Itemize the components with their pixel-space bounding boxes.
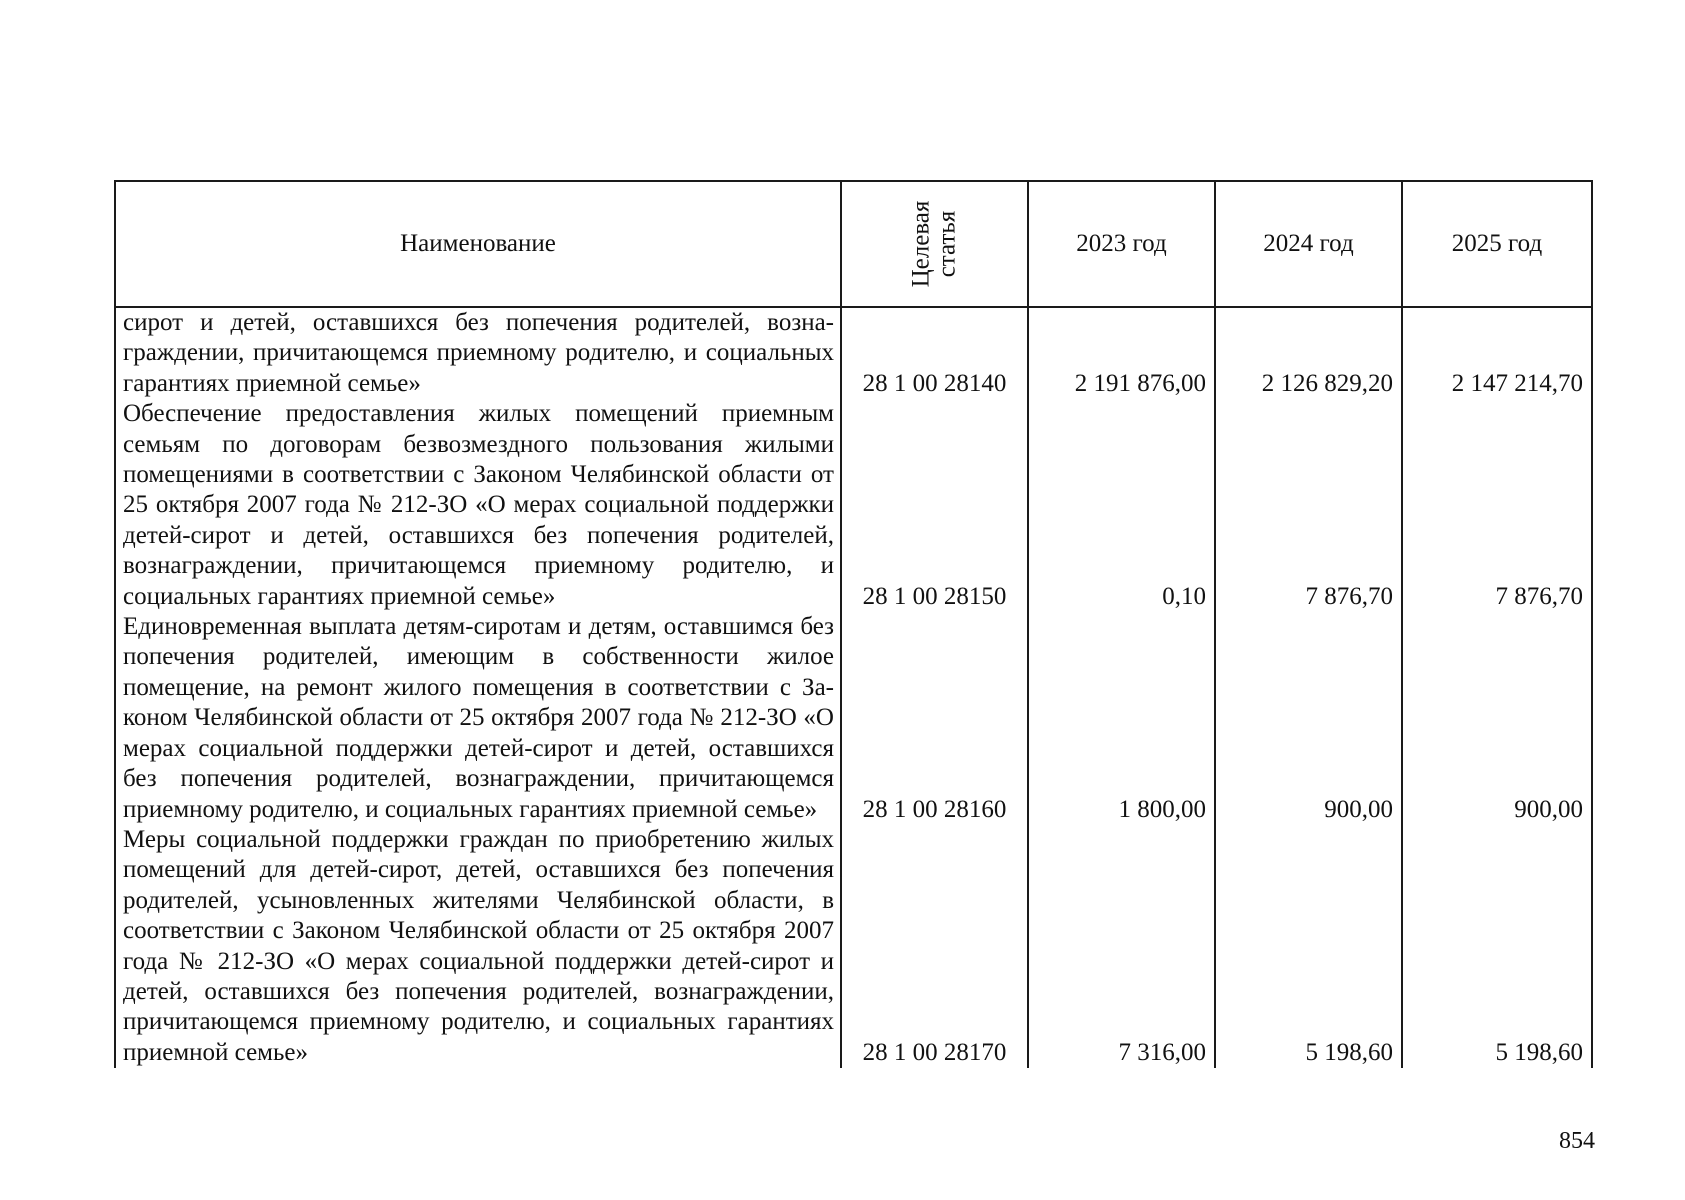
- row-name: сирот и детей, оставшихся без попечения родителей, вознаграждении, причитающемся приемному родителю, и социальных гарантиях приемной семье»: [115, 307, 841, 399]
- row-value-2023: 7 316,00: [1028, 825, 1215, 1068]
- header-2023: 2023 год: [1028, 181, 1215, 307]
- row-code: 28 1 00 28160: [841, 612, 1028, 825]
- table-row: [115, 825, 1592, 1068]
- page-number: 854: [1559, 1128, 1595, 1154]
- table-header: [115, 181, 1592, 307]
- row-value-2025: 2 147 214,70: [1402, 307, 1592, 399]
- row-name: Меры социальной поддержки граждан по приобретению жилых помещений для детей-сирот, детей, оставшихся без попечения родителей, усыновленных жителями Челябинской области, в соответствии с Законом Челябинской области от 25 октября 2007 года № 212-ЗО «О мерах социальной поддержки детей-сирот и детей, оставшихся без попечения родителей, вознаграждении, причитающемся приемному родителю, и социальных гарантиях приемной семье»: [115, 825, 841, 1068]
- header-2024: 2024 год: [1215, 181, 1402, 307]
- row-value-2024: 2 126 829,20: [1215, 307, 1402, 399]
- row-value-2024: 900,00: [1215, 612, 1402, 825]
- header-code: [841, 181, 1028, 307]
- header-row: [115, 181, 1592, 307]
- row-value-2023: 0,10: [1028, 399, 1215, 612]
- header-name: Наименование: [115, 181, 841, 307]
- table-body: [115, 307, 1592, 1068]
- row-value-2025: 900,00: [1402, 612, 1592, 825]
- row-value-2025: 7 876,70: [1402, 399, 1592, 612]
- row-value-2023: 2 191 876,00: [1028, 307, 1215, 399]
- row-name: Обеспечение предоставления жилых помещений приемным семьям по договорам безвозмездного пользования жилыми помещениями в соответствии с Законом Челябинской области от 25 октября 2007 года № 212-ЗО «О мерах социальной поддержки детей-сирот и детей, оставшихся без попечения родителей, вознаграждении, причитающемся приемному родителю, и социальных гарантиях приемной семье»: [115, 399, 841, 612]
- header-code-wrap: [842, 182, 1027, 306]
- row-code: 28 1 00 28170: [841, 825, 1028, 1068]
- table-row: [115, 612, 1592, 825]
- table-row: [115, 399, 1592, 612]
- row-code: 28 1 00 28140: [841, 307, 1028, 399]
- row-value-2024: 5 198,60: [1215, 825, 1402, 1068]
- header-code-label: Целевая статья: [907, 200, 961, 288]
- row-value-2025: 5 198,60: [1402, 825, 1592, 1068]
- row-value-2024: 7 876,70: [1215, 399, 1402, 612]
- header-2025: 2025 год: [1402, 181, 1592, 307]
- row-value-2023: 1 800,00: [1028, 612, 1215, 825]
- row-name: Единовременная выплата детям-сиротам и детям, оставшимся без попечения родителей, имеющим в собственности жилое помещение, на ремонт жилого помещения в соответствии с Законом Челябинской области от 25 октября 2007 года № 212-ЗО «О мерах социальной поддержки детей-сирот и детей, оставшихся без попечения родителей, вознаграждении, причитающемся приемному родителю, и социальных гарантиях приемной семье»: [115, 612, 841, 825]
- table-row: [115, 307, 1592, 399]
- row-code: 28 1 00 28150: [841, 399, 1028, 612]
- budget-table: [114, 180, 1593, 1068]
